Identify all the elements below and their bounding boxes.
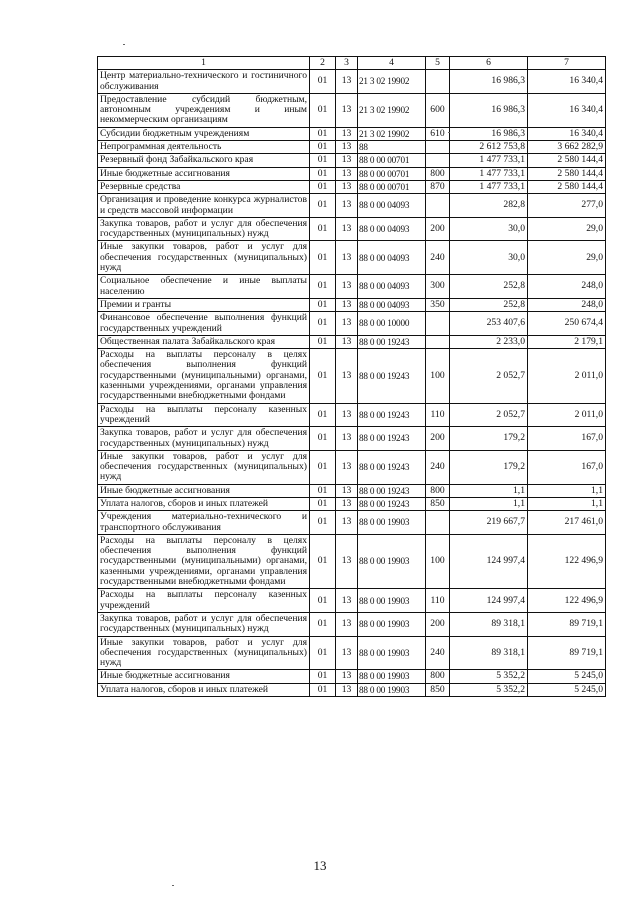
cell-description: Социальное обеспечение и иные выплаты населению	[98, 275, 310, 299]
cell-description: Закупка товаров, работ и услуг для обеспечения государственных (муниципальных) нужд	[98, 217, 310, 241]
cell-target-code: 88 0 00 00701	[358, 154, 426, 167]
header-cell: 2	[310, 57, 336, 70]
table-row	[98, 70, 606, 94]
cell-amount-col7: 1,1	[528, 497, 606, 510]
cell-amount-col7: 89 719,1	[528, 636, 606, 670]
cell-description: Резервный фонд Забайкальского края	[98, 154, 310, 167]
table-row	[98, 450, 606, 484]
cell-amount-col7: 250 674,4	[528, 312, 606, 336]
cell-amount-col7: 248,0	[528, 275, 606, 299]
cell-section: 01	[310, 93, 336, 127]
cell-expense-type: 800	[426, 670, 450, 683]
header-cell: 4	[358, 57, 426, 70]
cell-section: 01	[310, 484, 336, 497]
cell-amount-col7: 16 340,4	[528, 70, 606, 94]
cell-section: 01	[310, 180, 336, 193]
table-row	[98, 511, 606, 535]
cell-amount-col6: 124 997,4	[450, 534, 528, 588]
cell-section: 01	[310, 589, 336, 613]
cell-amount-col6: 1 477 733,1	[450, 167, 528, 180]
cell-amount-col7: 29,0	[528, 241, 606, 275]
cell-description: Закупка товаров, работ и услуг для обеспечения государственных (муниципальных) нужд	[98, 427, 310, 451]
cell-expense-type: 610	[426, 127, 450, 140]
cell-target-code: 88 0 00 19903	[358, 670, 426, 683]
table-row	[98, 180, 606, 193]
cell-amount-col6: 253 407,6	[450, 312, 528, 336]
cell-amount-col6: 1,1	[450, 484, 528, 497]
cell-expense-type: 600	[426, 93, 450, 127]
table-row	[98, 534, 606, 588]
cell-target-code: 21 3 02 19902	[358, 93, 426, 127]
cell-target-code: 88 0 00 19243	[358, 349, 426, 403]
table-row	[98, 589, 606, 613]
table-row	[98, 427, 606, 451]
cell-target-code: 88 0 00 19243	[358, 335, 426, 348]
cell-expense-type: 110	[426, 403, 450, 427]
header-row	[98, 57, 606, 70]
table-row	[98, 217, 606, 241]
cell-amount-col6: 89 318,1	[450, 612, 528, 636]
cell-target-code: 88	[358, 141, 426, 154]
cell-description: Иные закупки товаров, работ и услуг для обеспечения государственных (муниципальных) нужд	[98, 241, 310, 275]
cell-target-code: 88 0 00 19243	[358, 403, 426, 427]
table-row	[98, 349, 606, 403]
cell-expense-type	[426, 511, 450, 535]
cell-subsection: 13	[336, 484, 358, 497]
cell-amount-col6: 1 477 733,1	[450, 154, 528, 167]
cell-target-code: 88 0 00 19903	[358, 511, 426, 535]
cell-subsection: 13	[336, 298, 358, 311]
cell-amount-col6: 1,1	[450, 497, 528, 510]
cell-description: Иные закупки товаров, работ и услуг для обеспечения государственных (муниципальных) нужд	[98, 450, 310, 484]
cell-target-code: 88 0 00 04093	[358, 298, 426, 311]
cell-section: 01	[310, 70, 336, 94]
cell-subsection: 13	[336, 534, 358, 588]
cell-target-code: 88 0 00 19243	[358, 497, 426, 510]
cell-subsection: 13	[336, 312, 358, 336]
cell-subsection: 13	[336, 141, 358, 154]
cell-amount-col6: 219 667,7	[450, 511, 528, 535]
cell-amount-col7: 122 496,9	[528, 589, 606, 613]
cell-section: 01	[310, 450, 336, 484]
cell-amount-col7: 16 340,4	[528, 93, 606, 127]
cell-expense-type	[426, 312, 450, 336]
table-row	[98, 312, 606, 336]
cell-section: 01	[310, 275, 336, 299]
cell-amount-col7: 29,0	[528, 217, 606, 241]
cell-expense-type	[426, 141, 450, 154]
cell-description: Центр материально-технического и гостиничного обслуживания	[98, 70, 310, 94]
cell-amount-col6: 179,2	[450, 450, 528, 484]
table-row	[98, 403, 606, 427]
cell-target-code: 88 0 00 00701	[358, 167, 426, 180]
cell-description: Уплата налогов, сборов и иных платежей	[98, 497, 310, 510]
cell-amount-col7: 248,0	[528, 298, 606, 311]
cell-target-code: 88 0 00 19903	[358, 636, 426, 670]
table-row	[98, 275, 606, 299]
cell-target-code: 88 0 00 19903	[358, 612, 426, 636]
cell-amount-col6: 252,8	[450, 298, 528, 311]
cell-subsection: 13	[336, 427, 358, 451]
cell-description: Уплата налогов, сборов и иных платежей	[98, 683, 310, 696]
cell-target-code: 88 0 00 04093	[358, 194, 426, 218]
cell-description: Организация и проведение конкурса журналистов и средств массовой информации	[98, 194, 310, 218]
cell-amount-col7: 2 580 144,4	[528, 154, 606, 167]
cell-expense-type: 200	[426, 217, 450, 241]
cell-amount-col7: 2 011,0	[528, 403, 606, 427]
cell-target-code: 88 0 00 19903	[358, 534, 426, 588]
cell-target-code: 88 0 00 19903	[358, 589, 426, 613]
cell-expense-type	[426, 70, 450, 94]
cell-subsection: 13	[336, 636, 358, 670]
header-cell: 7	[528, 57, 606, 70]
cell-target-code: 88 0 00 19243	[358, 427, 426, 451]
cell-expense-type: 100	[426, 349, 450, 403]
cell-expense-type	[426, 154, 450, 167]
scan-speck	[123, 44, 125, 45]
cell-section: 01	[310, 298, 336, 311]
cell-amount-col6: 2 052,7	[450, 349, 528, 403]
table-row	[98, 670, 606, 683]
cell-subsection: 13	[336, 180, 358, 193]
table-row	[98, 154, 606, 167]
cell-section: 01	[310, 403, 336, 427]
cell-expense-type: 800	[426, 484, 450, 497]
table-row	[98, 241, 606, 275]
cell-expense-type	[426, 335, 450, 348]
cell-amount-col7: 1,1	[528, 484, 606, 497]
scan-speck	[448, 132, 450, 133]
cell-amount-col7: 2 580 144,4	[528, 167, 606, 180]
cell-target-code: 88 0 00 19243	[358, 484, 426, 497]
cell-description: Расходы на выплаты персоналу в целях обеспечения выполнения функций государственными (муниципальными) органами, казенными учреждениями, органами управления государственными внебюджетными фондами	[98, 534, 310, 588]
cell-amount-col7: 277,0	[528, 194, 606, 218]
cell-section: 01	[310, 312, 336, 336]
cell-target-code: 21 3 02 19902	[358, 70, 426, 94]
cell-subsection: 13	[336, 241, 358, 275]
cell-amount-col6: 30,0	[450, 217, 528, 241]
cell-amount-col6: 89 318,1	[450, 636, 528, 670]
cell-expense-type: 110	[426, 589, 450, 613]
table-row	[98, 141, 606, 154]
cell-description: Закупка товаров, работ и услуг для обеспечения государственных (муниципальных) нужд	[98, 612, 310, 636]
cell-subsection: 13	[336, 275, 358, 299]
cell-target-code: 88 0 00 00701	[358, 180, 426, 193]
cell-subsection: 13	[336, 349, 358, 403]
cell-expense-type	[426, 194, 450, 218]
cell-amount-col7: 2 580 144,4	[528, 180, 606, 193]
cell-amount-col6: 30,0	[450, 241, 528, 275]
cell-amount-col7: 89 719,1	[528, 612, 606, 636]
cell-description: Резервные средства	[98, 180, 310, 193]
cell-section: 01	[310, 612, 336, 636]
cell-subsection: 13	[336, 450, 358, 484]
cell-expense-type: 350	[426, 298, 450, 311]
scan-speck	[172, 885, 174, 886]
cell-description: Непрограммная деятельность	[98, 141, 310, 154]
cell-section: 01	[310, 241, 336, 275]
cell-subsection: 13	[336, 70, 358, 94]
cell-section: 01	[310, 154, 336, 167]
cell-amount-col6: 252,8	[450, 275, 528, 299]
cell-expense-type: 100	[426, 534, 450, 588]
cell-description: Иные бюджетные ассигнования	[98, 670, 310, 683]
table-row	[98, 335, 606, 348]
cell-section: 01	[310, 497, 336, 510]
header-cell: 6	[450, 57, 528, 70]
budget-table	[97, 56, 606, 697]
table-row	[98, 127, 606, 140]
cell-target-code: 21 3 02 19902	[358, 127, 426, 140]
cell-amount-col6: 124 997,4	[450, 589, 528, 613]
cell-target-code: 88 0 00 04093	[358, 275, 426, 299]
cell-subsection: 13	[336, 589, 358, 613]
header-cell: 3	[336, 57, 358, 70]
cell-section: 01	[310, 127, 336, 140]
cell-subsection: 13	[336, 217, 358, 241]
cell-expense-type: 850	[426, 497, 450, 510]
cell-amount-col7: 5 245,0	[528, 670, 606, 683]
cell-expense-type: 200	[426, 427, 450, 451]
cell-subsection: 13	[336, 403, 358, 427]
cell-section: 01	[310, 349, 336, 403]
cell-description: Расходы на выплаты персоналу казенных учреждений	[98, 403, 310, 427]
cell-description: Финансовое обеспечение выполнения функций государственных учреждений	[98, 312, 310, 336]
cell-subsection: 13	[336, 167, 358, 180]
cell-section: 01	[310, 427, 336, 451]
cell-section: 01	[310, 335, 336, 348]
cell-section: 01	[310, 194, 336, 218]
cell-amount-col6: 2 233,0	[450, 335, 528, 348]
cell-description: Субсидии бюджетным учреждениям	[98, 127, 310, 140]
cell-subsection: 13	[336, 93, 358, 127]
table-row	[98, 167, 606, 180]
cell-expense-type: 240	[426, 450, 450, 484]
cell-expense-type: 240	[426, 241, 450, 275]
cell-section: 01	[310, 636, 336, 670]
cell-description: Иные бюджетные ассигнования	[98, 484, 310, 497]
cell-amount-col7: 2 011,0	[528, 349, 606, 403]
table-row	[98, 484, 606, 497]
cell-amount-col7: 217 461,0	[528, 511, 606, 535]
cell-amount-col6: 2 612 753,8	[450, 141, 528, 154]
cell-amount-col6: 282,8	[450, 194, 528, 218]
cell-expense-type: 300	[426, 275, 450, 299]
cell-amount-col6: 5 352,2	[450, 683, 528, 696]
cell-subsection: 13	[336, 194, 358, 218]
cell-subsection: 13	[336, 154, 358, 167]
cell-description: Расходы на выплаты персоналу в целях обеспечения выполнения функций государственными (муниципальными) органами, казенными учреждениями, органами управления государственными внебюджетными фондами	[98, 349, 310, 403]
cell-target-code: 88 0 00 19243	[358, 450, 426, 484]
cell-subsection: 13	[336, 127, 358, 140]
cell-subsection: 13	[336, 670, 358, 683]
cell-amount-col7: 167,0	[528, 427, 606, 451]
cell-expense-type: 240	[426, 636, 450, 670]
table-row	[98, 298, 606, 311]
header-cell: 5	[426, 57, 450, 70]
cell-subsection: 13	[336, 683, 358, 696]
cell-expense-type: 870	[426, 180, 450, 193]
table-row	[98, 497, 606, 510]
table-row	[98, 636, 606, 670]
cell-amount-col7: 5 245,0	[528, 683, 606, 696]
cell-description: Общественная палата Забайкальского края	[98, 335, 310, 348]
table-row	[98, 612, 606, 636]
cell-description: Премии и гранты	[98, 298, 310, 311]
cell-target-code: 88 0 00 04093	[358, 241, 426, 275]
cell-amount-col6: 1 477 733,1	[450, 180, 528, 193]
page-number: 13	[313, 858, 327, 873]
header-cell: 1	[98, 57, 310, 70]
cell-subsection: 13	[336, 612, 358, 636]
cell-amount-col7: 2 179,1	[528, 335, 606, 348]
cell-amount-col6: 179,2	[450, 427, 528, 451]
cell-description: Расходы на выплаты персоналу казенных учреждений	[98, 589, 310, 613]
cell-section: 01	[310, 683, 336, 696]
cell-amount-col6: 5 352,2	[450, 670, 528, 683]
cell-subsection: 13	[336, 511, 358, 535]
cell-description: Иные бюджетные ассигнования	[98, 167, 310, 180]
cell-expense-type: 200	[426, 612, 450, 636]
cell-description: Учреждения материально-технического и транспортного обслуживания	[98, 511, 310, 535]
cell-amount-col6: 16 986,3	[450, 127, 528, 140]
cell-amount-col6: 16 986,3	[450, 93, 528, 127]
cell-section: 01	[310, 167, 336, 180]
cell-amount-col7: 3 662 282,9	[528, 141, 606, 154]
cell-target-code: 88 0 00 10000	[358, 312, 426, 336]
cell-amount-col7: 167,0	[528, 450, 606, 484]
table-body	[98, 57, 606, 697]
cell-section: 01	[310, 141, 336, 154]
cell-subsection: 13	[336, 335, 358, 348]
cell-amount-col7: 16 340,4	[528, 127, 606, 140]
table-row	[98, 93, 606, 127]
cell-description: Предоставление субсидий бюджетным, автономным учреждениям и иным некоммерческим организациям	[98, 93, 310, 127]
cell-amount-col6: 16 986,3	[450, 70, 528, 94]
cell-target-code: 88 0 00 04093	[358, 217, 426, 241]
cell-amount-col7: 122 496,9	[528, 534, 606, 588]
table-row	[98, 194, 606, 218]
cell-expense-type: 800	[426, 167, 450, 180]
cell-amount-col6: 2 052,7	[450, 403, 528, 427]
cell-section: 01	[310, 534, 336, 588]
cell-expense-type: 850	[426, 683, 450, 696]
cell-section: 01	[310, 511, 336, 535]
cell-subsection: 13	[336, 497, 358, 510]
cell-section: 01	[310, 217, 336, 241]
cell-section: 01	[310, 670, 336, 683]
cell-target-code: 88 0 00 19903	[358, 683, 426, 696]
table-row	[98, 683, 606, 696]
cell-description: Иные закупки товаров, работ и услуг для обеспечения государственных (муниципальных) нужд	[98, 636, 310, 670]
